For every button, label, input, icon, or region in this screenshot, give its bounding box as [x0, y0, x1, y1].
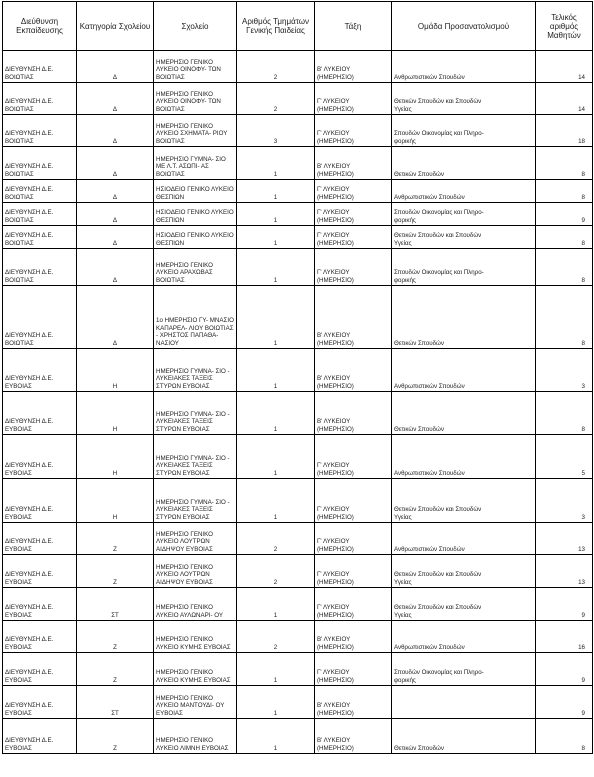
directorate-cell: ΔΙΕΥΘΥΝΣΗ Δ.Ε. ΕΥΒΟΙΑΣ: [3, 653, 77, 686]
classes-cell: 1: [237, 686, 315, 719]
total-cell: 9: [536, 653, 593, 686]
table-row: [3, 686, 593, 719]
header-grade: Τάξη: [315, 2, 392, 51]
school-cell: ΗΜΕΡΗΣΙΟ ΓΥΜΝΑ- ΣΙΟ - ΛΥΚΕΙΑΚΕΣ ΤΑΞΕΙΣ ΣΤΥΡΩΝ ΕΥΒΟΙΑΣ: [154, 435, 237, 479]
grade-cell: Γ' ΛΥΚΕΙΟΥ (ΗΜΕΡΗΣΙΟ): [315, 555, 392, 588]
school-cell: ΗΜΕΡΗΣΙΟ ΓΕΝΙΚΟ ΛΥΚΕΙΟ ΛΟΥΤΡΩΝ ΑΙΔΗΨΟΥ ΕΥΒΟΙΑΣ: [154, 555, 237, 588]
grade-cell: Γ' ΛΥΚΕΙΟΥ (ΗΜΕΡΗΣΙΟ): [315, 249, 392, 286]
school-cell: ΗΜΕΡΗΣΙΟ ΓΕΝΙΚΟ ΛΥΚΕΙΟ ΣΧΗΜΑΤΑ- ΡΙΟΥ ΒΟΙΩΤΙΑΣ: [154, 115, 237, 147]
grade-cell: Γ' ΛΥΚΕΙΟΥ (ΗΜΕΡΗΣΙΟ): [315, 83, 392, 115]
classes-cell: 1: [237, 180, 315, 203]
total-cell: 13: [536, 523, 593, 555]
grade-cell: Γ' ΛΥΚΕΙΟΥ (ΗΜΕΡΗΣΙΟ): [315, 523, 392, 555]
school-cell: ΗΜΕΡΗΣΙΟ ΓΕΝΙΚΟ ΛΥΚΕΙΟ ΜΑΝΤΟΥΔΙ- ΟΥ ΕΥΒΟΙΑΣ: [154, 686, 237, 719]
school-cell: 1ο ΗΜΕΡΗΣΙΟ ΓΥ- ΜΝΑΣΙΟ ΚΑΠΑΡΕΛ- ΛΙΟΥ ΒΟΙΩΤΙΑΣ - ΧΡΗΣΤΟΣ ΠΑΠΑΘΑ- ΝΑΣΙΟΥ: [154, 286, 237, 349]
directorate-cell: ΔΙΕΥΘΥΝΣΗ Δ.Ε. ΒΟΙΩΤΙΑΣ: [3, 147, 77, 180]
category-cell: Δ: [77, 147, 154, 180]
category-cell: Δ: [77, 249, 154, 286]
total-cell: 18: [536, 115, 593, 147]
table-row: [3, 435, 593, 479]
orientation-cell: Ανθρωπιστικών Σπουδών: [392, 523, 536, 555]
directorate-cell: ΔΙΕΥΘΥΝΣΗ Δ.Ε. ΒΟΙΩΤΙΑΣ: [3, 286, 77, 349]
directorate-cell: ΔΙΕΥΘΥΝΣΗ Δ.Ε. ΕΥΒΟΙΑΣ: [3, 435, 77, 479]
school-cell: ΗΜΕΡΗΣΙΟ ΓΥΜΝΑ- ΣΙΟ - ΛΥΚΕΙΑΚΕΣ ΤΑΞΕΙΣ ΣΤΥΡΩΝ ΕΥΒΟΙΑΣ: [154, 392, 237, 435]
orientation-cell: Ανθρωπιστικών Σπουδών: [392, 621, 536, 653]
directorate-cell: ΔΙΕΥΘΥΝΣΗ Δ.Ε. ΕΥΒΟΙΑΣ: [3, 555, 77, 588]
table-row: [3, 115, 593, 147]
table-row: [3, 203, 593, 226]
category-cell: Δ: [77, 83, 154, 115]
school-cell: ΗΜΕΡΗΣΙΟ ΓΥΜΝΑ- ΣΙΟ - ΛΥΚΕΙΑΚΕΣ ΤΑΞΕΙΣ ΣΤΥΡΩΝ ΕΥΒΟΙΑΣ: [154, 479, 237, 523]
category-cell: ΣΤ: [77, 686, 154, 719]
school-cell: ΗΜΕΡΗΣΙΟ ΓΕΝΙΚΟ ΛΥΚΕΙΟ ΚΥΜΗΣ ΕΥΒΟΙΑΣ: [154, 621, 237, 653]
table-row: [3, 226, 593, 249]
directorate-cell: ΔΙΕΥΘΥΝΣΗ Δ.Ε. ΕΥΒΟΙΑΣ: [3, 349, 77, 392]
classes-cell: 1: [237, 249, 315, 286]
classes-cell: 1: [237, 653, 315, 686]
category-cell: Ζ: [77, 555, 154, 588]
grade-cell: Γ' ΛΥΚΕΙΟΥ (ΗΜΕΡΗΣΙΟ): [315, 203, 392, 226]
school-cell: ΗΣΙΟΔΕΙΟ ΓΕΝΙΚΟ ΛΥΚΕΙΟ ΘΕΣΠΙΩΝ: [154, 180, 237, 203]
category-cell: Δ: [77, 51, 154, 83]
table-row: [3, 719, 593, 754]
classes-cell: 2: [237, 83, 315, 115]
grade-cell: Β' ΛΥΚΕΙΟΥ (ΗΜΕΡΗΣΙΟ): [315, 392, 392, 435]
total-cell: 8: [536, 147, 593, 180]
directorate-cell: ΔΙΕΥΘΥΝΣΗ Δ.Ε. ΕΥΒΟΙΑΣ: [3, 621, 77, 653]
total-cell: 8: [536, 249, 593, 286]
table-row: [3, 180, 593, 203]
grade-cell: Γ' ΛΥΚΕΙΟΥ (ΗΜΕΡΗΣΙΟ): [315, 226, 392, 249]
total-cell: 5: [536, 435, 593, 479]
table-row: [3, 51, 593, 83]
total-cell: 8: [536, 180, 593, 203]
orientation-cell: Θετικών Σπουδών: [392, 392, 536, 435]
orientation-cell: Θετικών Σπουδών: [392, 719, 536, 754]
grade-cell: Β' ΛΥΚΕΙΟΥ (ΗΜΕΡΗΣΙΟ): [315, 51, 392, 83]
category-cell: ΣΤ: [77, 588, 154, 621]
orientation-cell: [392, 686, 536, 719]
total-cell: 8: [536, 392, 593, 435]
grade-cell: Β' ΛΥΚΕΙΟΥ (ΗΜΕΡΗΣΙΟ): [315, 686, 392, 719]
header-row: [3, 2, 593, 51]
category-cell: Δ: [77, 115, 154, 147]
classes-cell: 2: [237, 621, 315, 653]
category-cell: Η: [77, 479, 154, 523]
grade-cell: Γ' ΛΥΚΕΙΟΥ (ΗΜΕΡΗΣΙΟ): [315, 180, 392, 203]
classes-cell: 1: [237, 435, 315, 479]
total-cell: 9: [536, 686, 593, 719]
category-cell: Η: [77, 435, 154, 479]
classes-cell: 1: [237, 349, 315, 392]
school-cell: ΗΜΕΡΗΣΙΟ ΓΥΜΝΑ- ΣΙΟ ΜΕ Λ.Τ. ΑΣΩΠΙ- ΑΣ ΒΟΙΩΤΙΑΣ: [154, 147, 237, 180]
directorate-cell: ΔΙΕΥΘΥΝΣΗ Δ.Ε. ΒΟΙΩΤΙΑΣ: [3, 83, 77, 115]
total-cell: 9: [536, 588, 593, 621]
orientation-cell: Ανθρωπιστικών Σπουδών: [392, 51, 536, 83]
grade-cell: Β' ΛΥΚΕΙΟΥ (ΗΜΕΡΗΣΙΟ): [315, 286, 392, 349]
orientation-cell: Θετικών Σπουδών και Σπουδών Υγείας: [392, 555, 536, 588]
grade-cell: Β' ΛΥΚΕΙΟΥ (ΗΜΕΡΗΣΙΟ): [315, 349, 392, 392]
orientation-cell: Ανθρωπιστικών Σπουδών: [392, 349, 536, 392]
orientation-cell: Σπουδών Οικονομίας και Πληρο- φορικής: [392, 653, 536, 686]
total-cell: 8: [536, 286, 593, 349]
header-category: Κατηγορία Σχολείου: [77, 2, 154, 51]
directorate-cell: ΔΙΕΥΘΥΝΣΗ Δ.Ε. ΕΥΒΟΙΑΣ: [3, 523, 77, 555]
classes-cell: 1: [237, 147, 315, 180]
directorate-cell: ΔΙΕΥΘΥΝΣΗ Δ.Ε. ΕΥΒΟΙΑΣ: [3, 588, 77, 621]
grade-cell: Β' ΛΥΚΕΙΟΥ (ΗΜΕΡΗΣΙΟ): [315, 147, 392, 180]
category-cell: Δ: [77, 180, 154, 203]
header-directorate: Διεύθυνση Εκπαίδευσης: [3, 2, 77, 51]
total-cell: 8: [536, 226, 593, 249]
school-cell: ΗΜΕΡΗΣΙΟ ΓΕΝΙΚΟ ΛΥΚΕΙΟ ΑΡΑΧΩΒΑΣ ΒΟΙΩΤΙΑΣ: [154, 249, 237, 286]
category-cell: Η: [77, 392, 154, 435]
orientation-cell: Θετικών Σπουδών και Σπουδών Υγείας: [392, 479, 536, 523]
classes-cell: 1: [237, 588, 315, 621]
total-cell: 3: [536, 349, 593, 392]
header-school: Σχολείο: [154, 2, 237, 51]
directorate-cell: ΔΙΕΥΘΥΝΣΗ Δ.Ε. ΒΟΙΩΤΙΑΣ: [3, 115, 77, 147]
table-row: [3, 653, 593, 686]
orientation-cell: Σπουδών Οικονομίας και Πληρο- φορικής: [392, 203, 536, 226]
student-allocation-table: [2, 1, 593, 754]
grade-cell: Β' ΛΥΚΕΙΟΥ (ΗΜΕΡΗΣΙΟ): [315, 621, 392, 653]
table-row: [3, 392, 593, 435]
directorate-cell: ΔΙΕΥΘΥΝΣΗ Δ.Ε. ΕΥΒΟΙΑΣ: [3, 392, 77, 435]
directorate-cell: ΔΙΕΥΘΥΝΣΗ Δ.Ε. ΒΟΙΩΤΙΑΣ: [3, 249, 77, 286]
category-cell: Δ: [77, 226, 154, 249]
table-row: [3, 555, 593, 588]
total-cell: 3: [536, 479, 593, 523]
school-cell: ΗΜΕΡΗΣΙΟ ΓΕΝΙΚΟ ΛΥΚΕΙΟ ΚΥΜΗΣ ΕΥΒΟΙΑΣ: [154, 653, 237, 686]
category-cell: Ζ: [77, 719, 154, 754]
orientation-cell: Σπουδών Οικονομίας και Πληρο- φορικής: [392, 115, 536, 147]
table-row: [3, 147, 593, 180]
classes-cell: 2: [237, 523, 315, 555]
classes-cell: 1: [237, 719, 315, 754]
directorate-cell: ΔΙΕΥΘΥΝΣΗ Δ.Ε. ΒΟΙΩΤΙΑΣ: [3, 203, 77, 226]
grade-cell: Β' ΛΥΚΕΙΟΥ (ΗΜΕΡΗΣΙΟ): [315, 719, 392, 754]
classes-cell: 1: [237, 203, 315, 226]
category-cell: Η: [77, 349, 154, 392]
table-row: [3, 588, 593, 621]
category-cell: Δ: [77, 203, 154, 226]
directorate-cell: ΔΙΕΥΘΥΝΣΗ Δ.Ε. ΕΥΒΟΙΑΣ: [3, 719, 77, 754]
school-cell: ΗΜΕΡΗΣΙΟ ΓΕΝΙΚΟ ΛΥΚΕΙΟ ΟΙΝΟΦΥ- ΤΩΝ ΒΟΙΩΤΙΑΣ: [154, 51, 237, 83]
category-cell: Δ: [77, 286, 154, 349]
table-row: [3, 621, 593, 653]
classes-cell: 1: [237, 392, 315, 435]
header-orientation: Ομάδα Προσανατολισμού: [392, 2, 536, 51]
classes-cell: 1: [237, 226, 315, 249]
category-cell: Ζ: [77, 523, 154, 555]
total-cell: 9: [536, 203, 593, 226]
grade-cell: Γ' ΛΥΚΕΙΟΥ (ΗΜΕΡΗΣΙΟ): [315, 653, 392, 686]
total-cell: 14: [536, 83, 593, 115]
table-row: [3, 523, 593, 555]
classes-cell: 3: [237, 115, 315, 147]
category-cell: Ζ: [77, 621, 154, 653]
classes-cell: 2: [237, 555, 315, 588]
total-cell: 14: [536, 51, 593, 83]
grade-cell: Γ' ΛΥΚΕΙΟΥ (ΗΜΕΡΗΣΙΟ): [315, 435, 392, 479]
orientation-cell: Θετικών Σπουδών: [392, 147, 536, 180]
school-cell: ΗΜΕΡΗΣΙΟ ΓΕΝΙΚΟ ΛΥΚΕΙΟ ΟΙΝΟΦΥ- ΤΩΝ ΒΟΙΩΤΙΑΣ: [154, 83, 237, 115]
orientation-cell: Ανθρωπιστικών Σπουδών: [392, 180, 536, 203]
classes-cell: 2: [237, 51, 315, 83]
total-cell: 13: [536, 555, 593, 588]
grade-cell: Γ' ΛΥΚΕΙΟΥ (ΗΜΕΡΗΣΙΟ): [315, 588, 392, 621]
directorate-cell: ΔΙΕΥΘΥΝΣΗ Δ.Ε. ΒΟΙΩΤΙΑΣ: [3, 51, 77, 83]
orientation-cell: Ανθρωπιστικών Σπουδών: [392, 435, 536, 479]
school-cell: ΗΜΕΡΗΣΙΟ ΓΕΝΙΚΟ ΛΥΚΕΙΟ ΛΙΜΝΗ ΕΥΒΟΙΑΣ: [154, 719, 237, 754]
directorate-cell: ΔΙΕΥΘΥΝΣΗ Δ.Ε. ΒΟΙΩΤΙΑΣ: [3, 180, 77, 203]
header-total: Τελικός αριθμός Μαθητών: [536, 2, 593, 51]
grade-cell: Γ' ΛΥΚΕΙΟΥ (ΗΜΕΡΗΣΙΟ): [315, 479, 392, 523]
table-row: [3, 83, 593, 115]
table-row: [3, 249, 593, 286]
orientation-cell: Σπουδών Οικονομίας και Πληρο- φορικής: [392, 249, 536, 286]
directorate-cell: ΔΙΕΥΘΥΝΣΗ Δ.Ε. ΕΥΒΟΙΑΣ: [3, 479, 77, 523]
total-cell: 16: [536, 621, 593, 653]
orientation-cell: Θετικών Σπουδών και Σπουδών Υγείας: [392, 226, 536, 249]
table-row: [3, 479, 593, 523]
school-cell: ΗΣΙΟΔΕΙΟ ΓΕΝΙΚΟ ΛΥΚΕΙΟ ΘΕΣΠΙΩΝ: [154, 203, 237, 226]
school-cell: ΗΜΕΡΗΣΙΟ ΓΕΝΙΚΟ ΛΥΚΕΙΟ ΑΥΛΩΝΑΡΙ- ΟΥ: [154, 588, 237, 621]
grade-cell: Γ' ΛΥΚΕΙΟΥ (ΗΜΕΡΗΣΙΟ): [315, 115, 392, 147]
school-cell: ΗΣΙΟΔΕΙΟ ΓΕΝΙΚΟ ΛΥΚΕΙΟ ΘΕΣΠΙΩΝ: [154, 226, 237, 249]
classes-cell: 1: [237, 479, 315, 523]
directorate-cell: ΔΙΕΥΘΥΝΣΗ Δ.Ε. ΕΥΒΟΙΑΣ: [3, 686, 77, 719]
total-cell: 8: [536, 719, 593, 754]
orientation-cell: Θετικών Σπουδών και Σπουδών Υγείας: [392, 588, 536, 621]
classes-cell: 1: [237, 286, 315, 349]
table-row: [3, 349, 593, 392]
orientation-cell: Θετικών Σπουδών και Σπουδών Υγείας: [392, 83, 536, 115]
school-cell: ΗΜΕΡΗΣΙΟ ΓΕΝΙΚΟ ΛΥΚΕΙΟ ΛΟΥΤΡΩΝ ΑΙΔΗΨΟΥ ΕΥΒΟΙΑΣ: [154, 523, 237, 555]
table-row: [3, 286, 593, 349]
orientation-cell: Θετικών Σπουδών: [392, 286, 536, 349]
category-cell: Ζ: [77, 653, 154, 686]
school-cell: ΗΜΕΡΗΣΙΟ ΓΥΜΝΑ- ΣΙΟ - ΛΥΚΕΙΑΚΕΣ ΤΑΞΕΙΣ ΣΤΥΡΩΝ ΕΥΒΟΙΑΣ: [154, 349, 237, 392]
header-classes: Αριθμός Τμημάτων Γενικής Παιδείας: [237, 2, 315, 51]
directorate-cell: ΔΙΕΥΘΥΝΣΗ Δ.Ε. ΒΟΙΩΤΙΑΣ: [3, 226, 77, 249]
